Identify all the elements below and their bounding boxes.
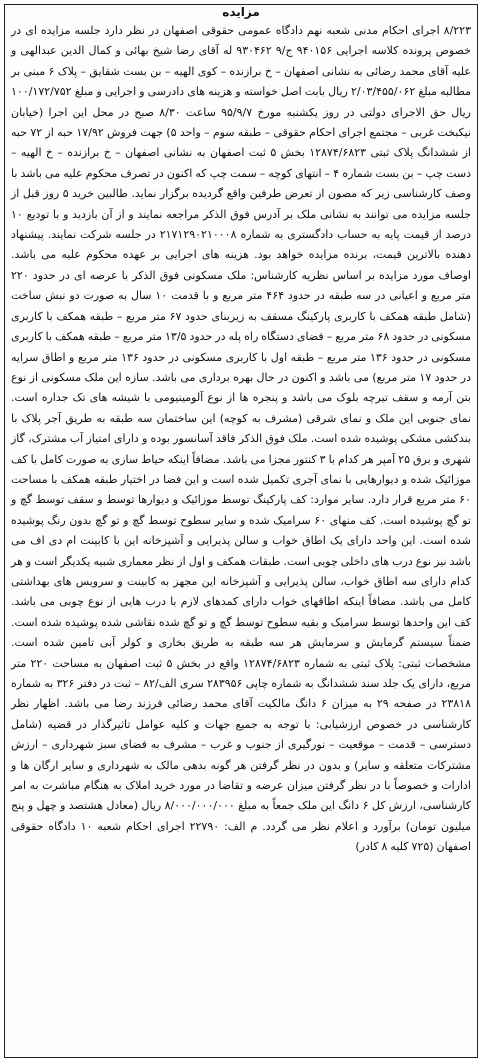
- legal-notice: [4, 4, 478, 1058]
- notice-body: ۸/۲۲۳ اجرای احکام مدنی شعبه نهم دادگاه عمومی حقوقی اصفهان در نظر دارد جلسه مزایده ای در خصوص پرونده کلاسه اجرایی ۹۴۰۱۵۶ ج/۹ ۹۳۰۴۶۲ له آقای رضا شیخ بهائی و کمال الدین عبدالهی و علیه آقای محمد رضائی به نشانی اصفهان – خ برازنده – کوی الهیه – بن بست شقایق – پلاک ۶ مبنی بر مطالبه مبلغ ۲/۰۳/۴۵۵/۰۶۲ ریال بابت اصل خواسته و هزینه های دادرسی و اجرایی و مبلغ ۱۰۰/۱۷۲/۷۵۲ ریال حق الاجرای دولتی در روز یکشنبه مورخ ۹۵/۹/۷ ساعت ۸/۳۰ صبح در محل این اجرا (خیابان نیکبخت غربی – مجتمع اجرای احکام حقوقی – طبقه سوم – واحد ۵) جهت فروش ۱۷/۹۲ حبه از ۷۲ حبه از ششدانگ پلاک ثبتی ۱۲۸۷۴/۶۸۲۳ بخش ۵ ثبت اصفهان به نشانی اصفهان – خ برازنده – خ الهیه – دست چپ – بن بست شماره ۴ – انتهای کوچه – سمت چپ که اکنون در تصرف محکوم علیه می باشد با وصف کارشناسی زیر که مصون از تعرض طرفین واقع گردیده برگزار نماید. طالبین خرید ۵ روز قبل از جلسه مزایده می توانند به نشانی ملک بر آدرس فوق الذکر مراجعه نمایند و از آن بازدید و با تودیع ۱۰ درصد از قیمت پایه به حساب دادگستری به شماره ۲۱۷۱۲۹۰۲۱۰۰۰۸ در جلسه شرکت نمایند. پیشنهاد دهنده بالاترین قیمت، برنده مزایده خواهد بود. هزینه های اجرایی بر عهده محکوم علیه می باشد. اوصاف مورد مزایده بر اساس نظریه کارشناس: ملک مسکونی فوق الذکر با عرصه ای در حدود ۲۲۰ متر مربع و اعیانی در سه طبقه در حدود ۴۶۴ متر مربع و با قدمت ۱۰ سال به صورت دو نبش ساخت (شامل طبقه همکف با کاربری پارکینگ مسقف به زیربنای حدود ۶۷ متر مربع – طبقه همکف با کاربری مسکونی در حدود ۶۸ متر مربع – فضای دستگاه راه پله در حدود ۱۳/۵ متر مربع – طبقه همکف با کاربری مسکونی در حدود ۱۳۶ متر مربع – طبقه اول با کاربری مسکونی در حدود ۱۳۶ متر مربع و اطاق سرایه در حدود ۱۷ متر مربع) می باشد و اکنون در حال بهره برداری می باشد. سازه این ملک مسکونی از نوع بتن آرمه و سقف تیرچه بلوک می باشد و پنجره ها از نوع آلومینیومی با شیشه های تک جداره است. نمای جنوبی این ملک و نمای شرقی (مشرف به کوچه) این ساختمان سه طبقه به طریق آجر پلاک با بندکشی مشکی پوشیده شده است. ملک فوق الذکر فاقد آسانسور بوده و دارای امتیاز آب مشترک، گاز شهری و برق ۲۵ آمپر هر کدام با ۳ کنتور مجزا می باشد. مضافاً اینکه حیاط سازی به صورت کامل با کف موزائیک شده و دیوارهایی با نمای آجری تکمیل شده است و این فضا در اختیار طبقه همکف با مساحت ۶۰ متر مربع قرار دارد. سایر موارد: کف پارکینگ توسط موزائیک و دیوارها توسط و سقف توسط گچ و تو گچ پوشیده است. کف منهای ۶۰ سرامیک شده و سایر سطوح توسط گچ و تو گچ بدون رنگ پوشیده شده است. این واحد دارای یک اطاق خواب و سالن پذیرایی و آشپزخانه این با کابینت ام دی اف می باشد نیز نوع درب های داخلی چوبی است. طبقات همکف و اول از نظر معماری شبیه یکدیگر است و هر کدام دارای سه اطاق خواب، سالن پذیرایی و آشپزخانه این مجهز به کابینت و سرویس های بهداشتی کامل می باشد. مضافاً اینکه اطاقهای خواب دارای کمدهای لازم با درب هایی از نوع چوبی می باشد. کف این واحدها توسط سرامیک و بقیه سطوح توسط گچ و تو گچ شده نقاشی شده پوشیده شده است. ضمناً سیستم گرمایش و سرمایش هر سه طبقه به طریق بخاری و کولر آبی تامین شده است. مشخصات ثبتی: پلاک ثبتی به شماره ۱۲۸۷۴/۶۸۲۳ واقع در بخش ۵ ثبت اصفهان به مساحت ۲۲۰ متر مربع، دارای یک جلد سند ششدانگ به شماره چاپی ۲۸۳۹۵۶ سری الف/۸۲ – ثبت در دفتر ۳۲۶ به شماره ۲۳۸۱۸ در صفحه ۲۹ به میزان ۶ دانگ مالکیت آقای محمد رضائی فرزند رضا می باشد. اظهار نظر کارشناسی در خصوص ارزشیابی: با توجه به جمیع جهات و کلیه عوامل تاثیرگذار در قضیه (شامل دسترسی – قدمت – موقعیت – نورگیری از جنوب و غرب – مشرف به فضای سبز شهرداری – ارزش مشترکات متعلقه و سایر) و بدون در نظر گرفتن هر گونه بدهی مالک به شهرداری و سایر ارگان ها و ادارات و خصوصاً با در نظر گرفتن میزان عرضه و تقاضا در مورد خرید املاک به هنگام مباشرت به امر کارشناسی، ارزش کل ۶ دانگ این ملک جمعاً به مبلغ ۸/۰۰۰/۰۰۰/۰۰۰ ریال (معادل هشتصد و چهل و پنج میلیون تومان) برآورد و اعلام نظر می گردد. م الف: ۲۲۷۹۰ اجرای احکام شعبه ۱۰ دادگاه حقوقی اصفهان (۷۲۵ کلیه ۸ کادر): [11, 24, 472, 854]
- notice-heading: مزایده: [222, 5, 260, 19]
